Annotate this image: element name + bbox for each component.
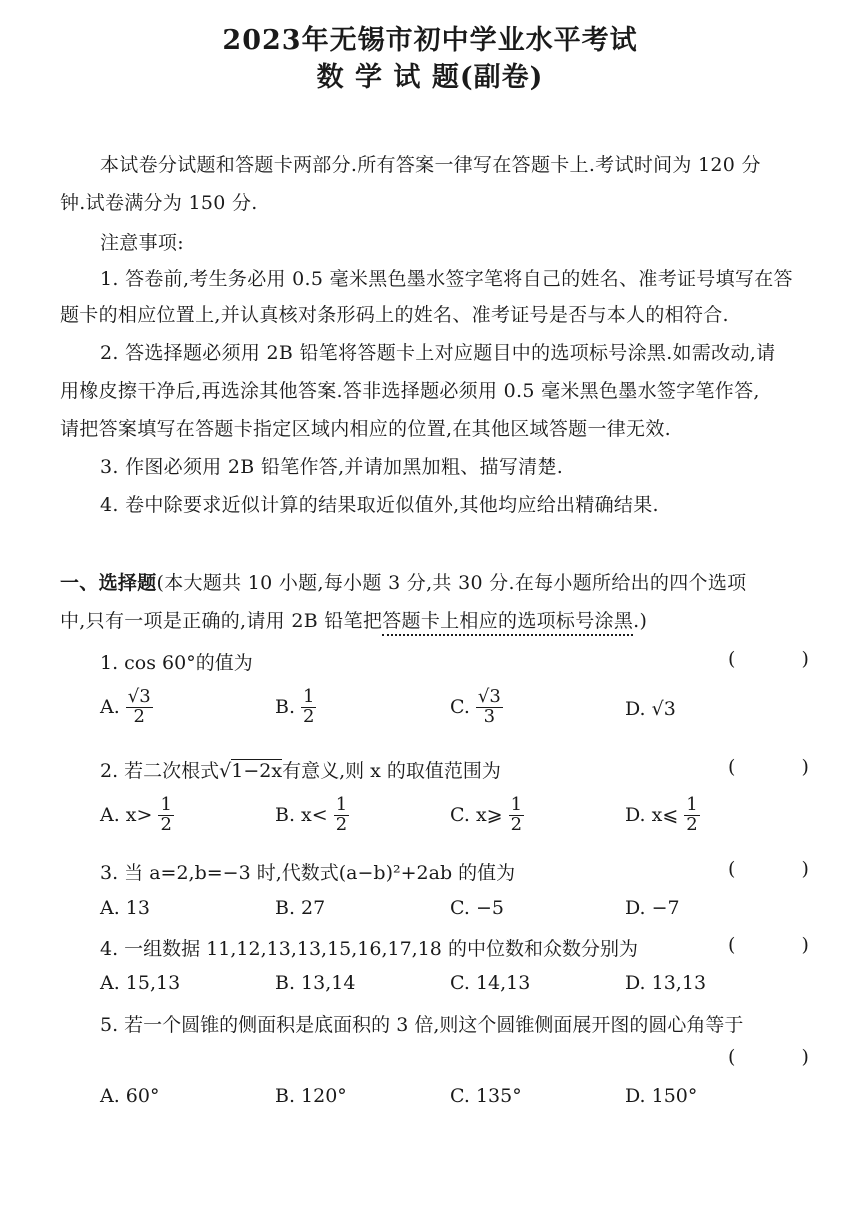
- q2-b-den: 2: [335, 813, 348, 835]
- q3-option-b: B. 27: [275, 897, 326, 919]
- q2-option-b: [275, 796, 349, 835]
- q5-option-a: A. 60°: [100, 1085, 160, 1107]
- intro-line-1: 本试卷分试题和答题卡两部分.所有答案一律写在答题卡上.考试时间为 120 分: [100, 154, 761, 176]
- q2-b-num: 1: [335, 794, 348, 815]
- q2-answer-paren: ( ): [728, 756, 839, 778]
- q2-d-label: D. x⩽: [625, 804, 679, 827]
- q1-b-fraction: [301, 688, 316, 727]
- q1-a-fraction: [126, 688, 153, 727]
- q2-stem-pre: 2. 若二次根式: [100, 760, 220, 782]
- q1-b-num: 1: [303, 686, 315, 707]
- section-1-desc-1: (本大题共 10 小题,每小题 3 分,共 30 分.在每小题所给出的四个选项: [156, 572, 747, 594]
- q2-radicand: 1−2x: [231, 760, 283, 782]
- q4-option-d: D. 13,13: [625, 972, 707, 994]
- exam-subtitle: 数 学 试 题(副卷): [316, 62, 544, 93]
- q5-answer-paren: ( ): [728, 1046, 839, 1068]
- section-1-line-2: [60, 606, 647, 633]
- notes-label: 注意事项:: [100, 232, 184, 254]
- q2-a-num: 1: [160, 794, 172, 815]
- section-1-desc-2-post: .): [633, 610, 648, 632]
- note-2-line-1: 2. 答选择题必须用 2B 铅笔将答题卡上对应题目中的选项标号涂黑.如需改动,请: [100, 342, 776, 364]
- q1-option-c: [450, 688, 503, 727]
- q1-c-label: C.: [450, 696, 470, 719]
- q2-c-num: 1: [510, 794, 523, 815]
- q2-d-fraction: [684, 796, 699, 835]
- q1-c-den: 3: [483, 705, 496, 727]
- section-1-emphasis: 答题卡上相应的选项标号涂黑: [382, 610, 633, 636]
- q2-d-den: 2: [686, 813, 698, 835]
- q2-a-fraction: [158, 796, 173, 835]
- q1-b-label: B.: [275, 696, 296, 719]
- q4-option-a: A. 15,13: [100, 972, 181, 994]
- section-1-desc-2-pre: 中,只有一项是正确的,请用 2B 铅笔把: [60, 610, 383, 632]
- q2-option-d: [625, 796, 700, 835]
- q2-b-fraction: [334, 796, 349, 835]
- q1-c-num: √3: [477, 686, 501, 707]
- q1-a-num: √3: [127, 686, 151, 707]
- q2-a-den: 2: [160, 813, 172, 835]
- note-4: 4. 卷中除要求近似计算的结果取近似值外,其他均应给出精确结果.: [100, 494, 659, 516]
- q5-option-c: C. 135°: [450, 1085, 522, 1107]
- q2-option-a: [100, 796, 174, 835]
- q1-option-d: [625, 698, 676, 720]
- q2-c-den: 2: [510, 813, 523, 835]
- note-2-line-3: 请把答案填写在答题卡指定区域内相应的位置,在其他区域答题一律无效.: [60, 418, 671, 440]
- q5-option-b: B. 120°: [275, 1085, 347, 1107]
- q4-option-c: C. 14,13: [450, 972, 531, 994]
- q4-stem: 4. 一组数据 11,12,13,13,15,16,17,18 的中位数和众数分别为: [100, 938, 638, 960]
- q2-option-c: [450, 796, 524, 835]
- q2-a-label: A. x>: [100, 804, 153, 827]
- note-1-line-1: 1. 答卷前,考生务必用 0.5 毫米黑色墨水签字笔将自己的姓名、准考证号填写在答: [100, 268, 793, 290]
- q1-a-label: A.: [100, 696, 120, 719]
- note-2-line-2: 用橡皮擦干净后,再选涂其他答案.答非选择题必须用 0.5 毫米黑色墨水签字笔作答,: [60, 380, 760, 402]
- q3-option-c: C. −5: [450, 897, 504, 919]
- q2-c-label: C. x⩾: [450, 804, 503, 827]
- q2-c-fraction: [509, 796, 524, 835]
- note-3: 3. 作图必须用 2B 铅笔作答,并请加黑加粗、描写清楚.: [100, 456, 564, 478]
- q1-c-fraction: [476, 688, 503, 727]
- q2-stem: [100, 756, 501, 783]
- q3-stem: 3. 当 a=2,b=−3 时,代数式(a−b)²+2ab 的值为: [100, 862, 516, 884]
- q2-radical-sign: √: [219, 760, 232, 782]
- q1-b-den: 2: [303, 705, 315, 727]
- q1-option-b: [275, 688, 316, 727]
- q3-option-a: A. 13: [100, 897, 150, 919]
- section-1-heading: 一、选择题: [60, 572, 157, 594]
- q1-a-den: 2: [133, 705, 145, 727]
- q3-option-d: D. −7: [625, 897, 680, 919]
- q5-stem: 5. 若一个圆锥的侧面积是底面积的 3 倍,则这个圆锥侧面展开图的圆心角等于: [100, 1014, 744, 1036]
- intro-line-2: 钟.试卷满分为 150 分.: [60, 192, 258, 214]
- note-1-line-2: 题卡的相应位置上,并认真核对条形码上的姓名、准考证号是否与本人的相符合.: [60, 304, 729, 326]
- section-1-line-1: [60, 568, 746, 595]
- q3-answer-paren: ( ): [728, 858, 839, 880]
- q2-stem-post: 有意义,则 x 的取值范围为: [282, 760, 501, 782]
- q2-b-label: B. x<: [275, 804, 328, 827]
- q4-option-b: B. 13,14: [275, 972, 356, 994]
- q1-d-label: D. √3: [625, 698, 676, 720]
- q2-d-num: 1: [686, 794, 698, 815]
- q4-answer-paren: ( ): [728, 934, 839, 956]
- q1-option-a: [100, 688, 153, 727]
- q1-stem: 1. cos 60°的值为: [100, 652, 253, 674]
- q5-option-d: D. 150°: [625, 1085, 698, 1107]
- exam-title: 2023年无锡市初中学业水平考试: [222, 25, 638, 56]
- q1-answer-paren: ( ): [728, 648, 839, 670]
